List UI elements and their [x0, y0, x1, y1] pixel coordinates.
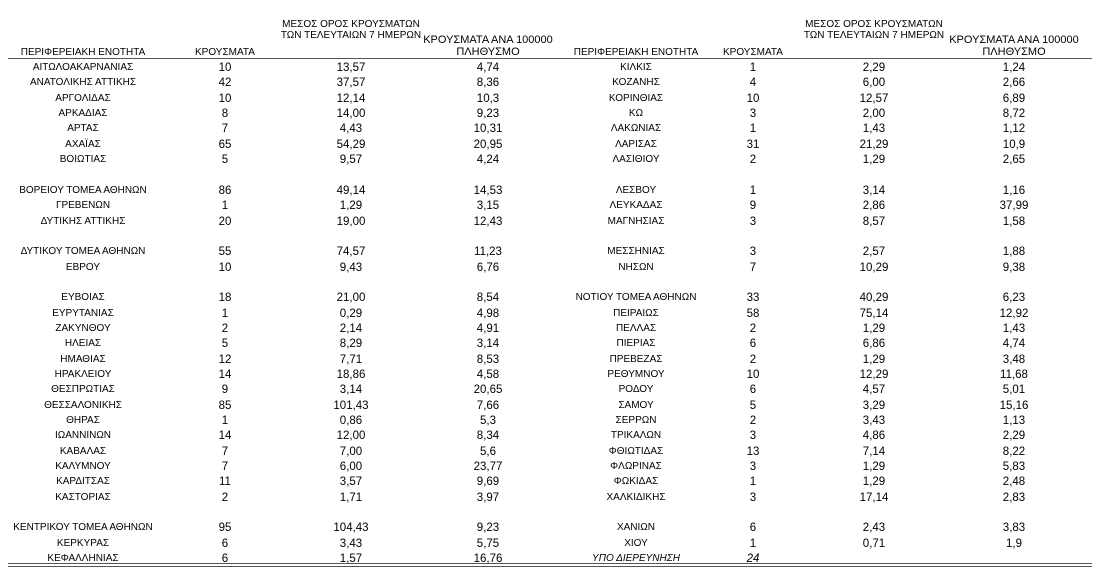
value-avg7: 1,57	[339, 553, 363, 565]
value-per100k: 1,9	[1006, 538, 1022, 550]
value-avg7: 2,14	[339, 323, 363, 335]
value-cases: 10	[746, 369, 760, 381]
region-name: ΠΕΛΛΑΣ	[615, 323, 657, 334]
value-per100k: 11,68	[1000, 369, 1028, 381]
region-name: ΦΘΙΩΤΙΔΑΣ	[608, 446, 664, 457]
col-header-avg7-l: ΜΕΣΟΣ ΟΡΟΣ ΚΡΟΥΣΜΑΤΩΝ ΤΩΝ ΤΕΛΕΥΤΑΙΩΝ 7 ΗΜΕΡΩΝ	[280, 19, 422, 41]
value-avg7: 7,71	[339, 354, 363, 366]
region-name: ΛΑΚΩΝΙΑΣ	[610, 123, 662, 134]
value-per100k: 2,48	[1002, 476, 1026, 488]
header-rule	[8, 58, 1092, 59]
value-avg7: 3,43	[339, 538, 363, 550]
value-cases: 6	[221, 553, 229, 565]
value-avg7: 2,29	[862, 62, 886, 74]
value-per100k: 1,16	[1002, 185, 1026, 197]
value-avg7: 13,57	[336, 62, 366, 74]
value-per100k: 16,76	[473, 553, 503, 565]
value-avg7: 8,57	[862, 216, 886, 228]
col-header-cases-r: ΚΡΟΥΣΜΑΤΑ	[723, 47, 783, 58]
region-name: ΦΩΚΙΔΑΣ	[613, 476, 659, 487]
bottom-rule	[8, 566, 1092, 567]
value-cases: 5	[221, 154, 229, 166]
value-per100k: 3,83	[1002, 522, 1026, 534]
value-cases: 1	[749, 62, 757, 74]
region-name: ΘΕΣΣΑΛΟΝΙΚΗΣ	[44, 400, 122, 411]
value-per100k: 4,91	[476, 323, 500, 335]
value-per100k: 4,98	[476, 308, 500, 320]
value-cases: 31	[746, 139, 760, 151]
region-name: ΗΡΑΚΛΕΙΟΥ	[54, 369, 112, 380]
value-cases: 18	[218, 292, 232, 304]
value-per100k: 5,83	[1002, 461, 1026, 473]
value-avg7: 1,29	[339, 200, 363, 212]
value-per100k: 9,23	[476, 108, 500, 120]
region-name: ΠΕΙΡΑΙΩΣ	[613, 308, 659, 319]
value-avg7: 4,43	[339, 123, 363, 135]
value-avg7: 3,14	[862, 185, 886, 197]
region-name: ΤΡΙΚΑΛΩΝ	[610, 430, 662, 441]
value-per100k: 4,24	[476, 154, 500, 166]
value-cases: 3	[749, 461, 757, 473]
value-cases: 14	[218, 430, 232, 442]
value-avg7: 37,57	[336, 77, 366, 89]
value-cases: 6	[749, 522, 757, 534]
value-avg7: 1,43	[862, 123, 886, 135]
value-avg7: 1,29	[862, 476, 886, 488]
value-per100k: 1,58	[1002, 216, 1026, 228]
col-header-region-l: ΠΕΡΙΦΕΡΕΙΑΚΗ ΕΝΟΤΗΤΑ	[20, 47, 146, 58]
value-cases: 2	[749, 354, 757, 366]
region-name: ΠΙΕΡΙΑΣ	[616, 338, 656, 349]
region-name: ΚΕΦΑΛΛΗΝΙΑΣ	[47, 553, 119, 564]
value-cases: 1	[749, 185, 757, 197]
value-avg7: 1,71	[339, 492, 363, 504]
value-cases: 1	[749, 476, 757, 488]
region-name: ΗΛΕΙΑΣ	[64, 338, 102, 349]
value-cases: 1	[221, 415, 229, 427]
value-cases: 3	[749, 492, 757, 504]
value-avg7: 2,57	[862, 246, 886, 258]
value-cases: 5	[221, 338, 229, 350]
value-avg7: 6,00	[862, 77, 886, 89]
value-cases: 7	[221, 446, 229, 458]
value-per100k: 1,12	[1002, 123, 1026, 135]
value-per100k: 12,92	[999, 308, 1029, 320]
value-cases: 24	[746, 553, 760, 565]
value-cases: 14	[218, 369, 232, 381]
value-cases: 55	[218, 246, 232, 258]
value-avg7: 19,00	[336, 216, 366, 228]
region-name: ΕΒΡΟΥ	[65, 262, 101, 273]
region-name: ΙΩΑΝΝΙΝΩΝ	[54, 430, 112, 441]
region-name: ΑΝΑΤΟΛΙΚΗΣ ΑΤΤΙΚΗΣ	[29, 77, 137, 88]
region-name: ΦΛΩΡΙΝΑΣ	[610, 461, 662, 472]
value-avg7: 3,57	[339, 476, 363, 488]
value-per100k: 20,65	[473, 384, 503, 396]
value-avg7: 2,86	[862, 200, 886, 212]
region-name: ΚΑΛΥΜΝΟΥ	[55, 461, 111, 472]
region-name: ΥΠΟ ΔΙΕΡΕΥΝΗΣΗ	[592, 553, 680, 564]
bottom-rule	[8, 563, 1092, 564]
value-avg7: 104,43	[333, 522, 369, 534]
value-avg7: 3,14	[339, 384, 363, 396]
value-per100k: 37,99	[999, 200, 1029, 212]
value-per100k: 5,01	[1002, 384, 1026, 396]
region-name: ΛΑΡΙΣΑΣ	[615, 139, 657, 150]
value-cases: 58	[746, 308, 760, 320]
region-name: ΚΕΡΚΥΡΑΣ	[56, 538, 110, 549]
value-cases: 2	[221, 492, 229, 504]
value-per100k: 4,74	[476, 62, 500, 74]
value-avg7: 1,29	[862, 354, 886, 366]
value-cases: 6	[749, 384, 757, 396]
value-cases: 2	[749, 154, 757, 166]
value-cases: 85	[218, 400, 232, 412]
region-name: ΑΡΚΑΔΙΑΣ	[58, 108, 108, 119]
value-cases: 3	[749, 430, 757, 442]
value-avg7: 8,29	[339, 338, 363, 350]
value-avg7: 21,29	[859, 139, 889, 151]
col-header-cases-l: ΚΡΟΥΣΜΑΤΑ	[195, 47, 255, 58]
value-avg7: 12,00	[336, 430, 366, 442]
value-cases: 1	[749, 123, 757, 135]
value-cases: 3	[749, 108, 757, 120]
region-name: ΒΟΙΩΤΙΑΣ	[59, 154, 107, 165]
region-name: ΖΑΚΥΝΘΟΥ	[55, 323, 111, 334]
value-cases: 9	[749, 200, 757, 212]
value-per100k: 23,77	[473, 461, 503, 473]
value-avg7: 9,57	[339, 154, 363, 166]
region-name: ΘΗΡΑΣ	[66, 415, 100, 426]
value-per100k: 5,6	[480, 446, 496, 458]
value-per100k: 8,36	[476, 77, 500, 89]
value-avg7: 14,00	[336, 108, 366, 120]
value-per100k: 9,38	[1002, 262, 1026, 274]
value-cases: 2	[221, 323, 229, 335]
value-per100k: 20,95	[473, 139, 503, 151]
region-name: ΣΑΜΟΥ	[618, 400, 654, 411]
region-name: ΑΡΤΑΣ	[67, 123, 99, 134]
value-cases: 65	[218, 139, 232, 151]
value-per100k: 9,23	[476, 522, 500, 534]
value-cases: 5	[749, 400, 757, 412]
value-avg7: 7,14	[862, 446, 886, 458]
region-name: ΚΟΖΑΝΗΣ	[612, 77, 660, 88]
value-per100k: 12,43	[473, 216, 503, 228]
value-cases: 1	[221, 200, 229, 212]
value-per100k: 6,89	[1002, 93, 1026, 105]
value-cases: 13	[746, 446, 760, 458]
value-per100k: 6,23	[1002, 292, 1026, 304]
region-name: ΓΡΕΒΕΝΩΝ	[55, 200, 111, 211]
value-avg7: 12,14	[336, 93, 366, 105]
value-per100k: 11,23	[474, 246, 502, 258]
region-name: ΚΑΡΔΙΤΣΑΣ	[56, 476, 110, 487]
value-cases: 1	[221, 308, 229, 320]
value-per100k: 9,69	[476, 476, 500, 488]
value-per100k: 3,14	[476, 338, 500, 350]
value-cases: 6	[749, 338, 757, 350]
col-header-region-r: ΠΕΡΙΦΕΡΕΙΑΚΗ ΕΝΟΤΗΤΑ	[573, 47, 699, 58]
value-avg7: 40,29	[859, 292, 889, 304]
col-header-per100k-r: ΚΡΟΥΣΜΑΤΑ ΑΝΑ 100000 ΠΛΗΘΥΣΜΟ	[949, 34, 1079, 58]
value-avg7: 4,86	[862, 430, 886, 442]
value-cases: 20	[218, 216, 232, 228]
region-name: ΚΑΒΑΛΑΣ	[59, 446, 107, 457]
value-avg7: 101,43	[333, 400, 369, 412]
value-avg7: 12,29	[859, 369, 889, 381]
region-name: ΝΗΣΩΝ	[618, 262, 654, 273]
value-cases: 10	[746, 93, 760, 105]
value-avg7: 6,86	[862, 338, 886, 350]
region-name: ΜΕΣΣΗΝΙΑΣ	[607, 246, 665, 257]
value-avg7: 2,00	[862, 108, 886, 120]
region-name: ΧΑΛΚΙΔΙΚΗΣ	[606, 492, 666, 503]
value-avg7: 0,86	[339, 415, 363, 427]
region-name: ΗΜΑΘΙΑΣ	[60, 354, 106, 365]
region-name: ΔΥΤΙΚΟΥ ΤΟΜΕΑ ΑΘΗΝΩΝ	[20, 246, 146, 257]
region-name: ΑΙΤΩΛΟΑΚΑΡΝΑΝΙΑΣ	[32, 62, 134, 73]
value-avg7: 9,43	[339, 262, 363, 274]
value-per100k: 5,3	[480, 415, 496, 427]
region-name: ΕΥΒΟΙΑΣ	[61, 292, 105, 303]
col-header-avg7-r: ΜΕΣΟΣ ΟΡΟΣ ΚΡΟΥΣΜΑΤΩΝ ΤΩΝ ΤΕΛΕΥΤΑΙΩΝ 7 ΗΜΕΡΩΝ	[803, 19, 945, 41]
value-cases: 7	[221, 461, 229, 473]
value-cases: 12	[218, 354, 232, 366]
region-name: ΚΕΝΤΡΙΚΟΥ ΤΟΜΕΑ ΑΘΗΝΩΝ	[13, 522, 153, 533]
region-name: ΑΡΓΟΛΙΔΑΣ	[55, 93, 111, 104]
value-per100k: 8,53	[476, 354, 500, 366]
value-avg7: 4,57	[862, 384, 886, 396]
value-per100k: 8,34	[476, 430, 500, 442]
region-name: ΧΑΝΙΩΝ	[616, 522, 656, 533]
value-cases: 3	[749, 246, 757, 258]
region-name: ΡΕΘΥΜΝΟΥ	[607, 369, 665, 380]
value-avg7: 7,00	[339, 446, 363, 458]
value-avg7: 0,71	[862, 538, 886, 550]
value-avg7: 74,57	[336, 246, 366, 258]
region-name: ΛΑΣΙΘΙΟΥ	[612, 154, 660, 165]
value-avg7: 3,43	[862, 415, 886, 427]
region-name: ΔΥΤΙΚΗΣ ΑΤΤΙΚΗΣ	[40, 216, 126, 227]
value-avg7: 12,57	[859, 93, 889, 105]
value-per100k: 2,65	[1002, 154, 1026, 166]
value-avg7: 0,29	[339, 308, 363, 320]
value-cases: 4	[749, 77, 757, 89]
value-cases: 10	[218, 262, 232, 274]
value-avg7: 1,29	[862, 461, 886, 473]
value-per100k: 2,29	[1002, 430, 1026, 442]
region-name: ΝΟΤΙΟΥ ΤΟΜΕΑ ΑΘΗΝΩΝ	[575, 292, 697, 303]
value-cases: 11	[219, 476, 231, 488]
value-per100k: 8,54	[476, 292, 500, 304]
value-avg7: 17,14	[859, 492, 889, 504]
value-avg7: 10,29	[859, 262, 889, 274]
region-name: ΣΕΡΡΩΝ	[615, 415, 657, 426]
region-name: ΛΕΣΒΟΥ	[615, 185, 657, 196]
value-cases: 7	[749, 262, 757, 274]
value-avg7: 18,86	[336, 369, 366, 381]
value-per100k: 4,74	[1002, 338, 1026, 350]
region-name: ΠΡΕΒΕΖΑΣ	[609, 354, 663, 365]
value-cases: 8	[221, 108, 229, 120]
value-avg7: 6,00	[339, 461, 363, 473]
value-avg7: 1,29	[862, 323, 886, 335]
col-header-per100k-l: ΚΡΟΥΣΜΑΤΑ ΑΝΑ 100000 ΠΛΗΘΥΣΜΟ	[423, 34, 553, 58]
region-name: ΛΕΥΚΑΔΑΣ	[609, 200, 663, 211]
value-cases: 95	[218, 522, 232, 534]
value-per100k: 5,75	[476, 538, 500, 550]
value-avg7: 2,43	[862, 522, 886, 534]
value-per100k: 10,31	[473, 123, 503, 135]
value-per100k: 1,24	[1002, 62, 1026, 74]
value-cases: 86	[218, 185, 232, 197]
value-cases: 42	[218, 77, 232, 89]
value-cases: 7	[221, 123, 229, 135]
value-per100k: 10,9	[1002, 139, 1026, 151]
region-name: ΑΧΑΪΑΣ	[65, 139, 101, 150]
value-cases: 9	[221, 384, 229, 396]
value-per100k: 7,66	[476, 400, 500, 412]
value-cases: 1	[749, 538, 757, 550]
region-name: ΚΩ	[628, 108, 644, 119]
value-avg7: 3,29	[862, 400, 886, 412]
value-per100k: 8,72	[1002, 108, 1026, 120]
value-per100k: 6,76	[476, 262, 500, 274]
value-per100k: 10,3	[476, 93, 500, 105]
value-per100k: 3,97	[476, 492, 500, 504]
value-cases: 6	[221, 538, 229, 550]
value-per100k: 8,22	[1002, 446, 1026, 458]
value-per100k: 3,48	[1002, 354, 1026, 366]
region-name: ΘΕΣΠΡΩΤΙΑΣ	[51, 384, 115, 395]
region-name: ΚΑΣΤΟΡΙΑΣ	[55, 492, 111, 503]
value-cases: 2	[749, 415, 757, 427]
region-name: ΡΟΔΟΥ	[618, 384, 654, 395]
value-per100k: 14,53	[473, 185, 503, 197]
value-per100k: 3,15	[476, 200, 500, 212]
value-per100k: 1,88	[1002, 246, 1026, 258]
region-name: ΚΟΡΙΝΘΙΑΣ	[608, 93, 664, 104]
region-name: ΕΥΡΥΤΑΝΙΑΣ	[52, 308, 114, 319]
value-per100k: 2,83	[1002, 492, 1026, 504]
region-name: ΚΙΛΚΙΣ	[620, 62, 652, 73]
region-name: ΜΑΓΝΗΣΙΑΣ	[607, 216, 665, 227]
value-cases: 3	[749, 216, 757, 228]
value-cases: 2	[749, 323, 757, 335]
value-avg7: 54,29	[336, 139, 366, 151]
value-avg7: 1,29	[862, 154, 886, 166]
value-avg7: 21,00	[336, 292, 366, 304]
value-per100k: 1,13	[1002, 415, 1026, 427]
value-per100k: 4,58	[476, 369, 500, 381]
value-cases: 10	[218, 93, 232, 105]
value-per100k: 2,66	[1002, 77, 1026, 89]
region-name: ΒΟΡΕΙΟΥ ΤΟΜΕΑ ΑΘΗΝΩΝ	[19, 185, 147, 196]
region-name: ΧΙΟΥ	[624, 538, 648, 549]
value-per100k: 1,43	[1002, 323, 1026, 335]
value-cases: 33	[746, 292, 760, 304]
value-avg7: 49,14	[336, 185, 366, 197]
value-cases: 10	[218, 62, 232, 74]
value-per100k: 15,16	[999, 400, 1029, 412]
value-avg7: 75,14	[859, 308, 889, 320]
